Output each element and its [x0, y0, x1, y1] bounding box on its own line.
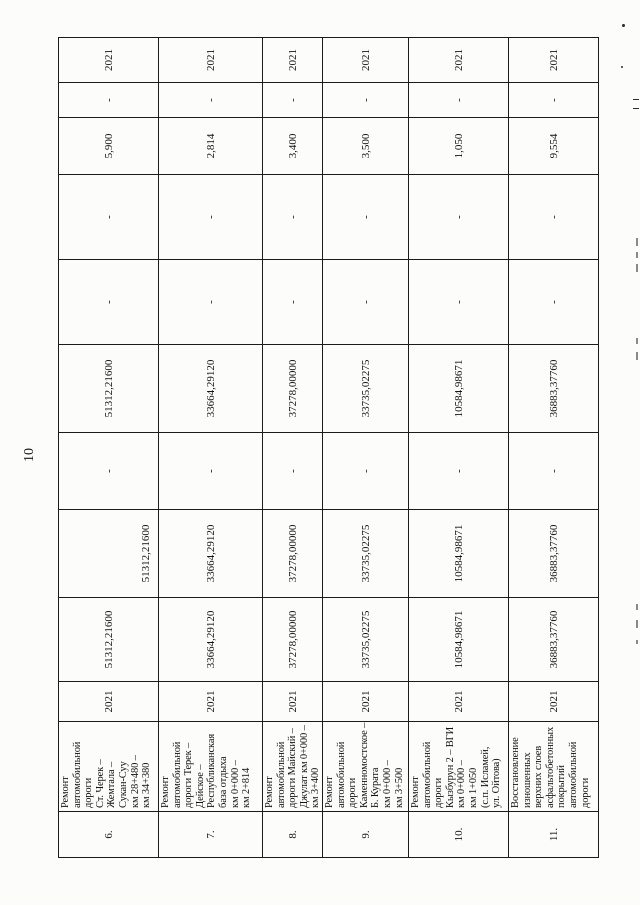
amount-3: -	[509, 433, 599, 510]
amount-5: -	[509, 260, 599, 345]
length-km: 9,554	[509, 118, 599, 175]
scan-edge-mark	[636, 620, 638, 628]
table-row	[323, 38, 409, 858]
year-start: 2021	[509, 682, 599, 722]
year-end: 2021	[509, 38, 599, 83]
year-end: 2021	[59, 38, 159, 83]
scan-edge-mark	[633, 99, 639, 100]
year-start: 2021	[59, 682, 159, 722]
object-name: Ремонт автомобильной дороги Каменномостское – Б. Курата км 0+000 – км 3+500	[323, 722, 409, 812]
amount-6: -	[159, 175, 263, 260]
scan-edge-mark	[636, 252, 638, 258]
amount-7: -	[409, 83, 509, 118]
amount-3: -	[409, 433, 509, 510]
scan-edge-mark	[636, 640, 638, 644]
scan-edge-mark	[636, 238, 638, 246]
object-name: Ремонт автомобильной дороги Терек – Дейское – Республиканская база отдыха км 0+000 – км 2+814	[159, 722, 263, 812]
amount-4: 33735,02275	[323, 345, 409, 433]
length-km: 3,400	[263, 118, 323, 175]
scan-speck	[622, 24, 625, 27]
amount-1: 51312,21600	[59, 598, 159, 682]
table-row	[59, 38, 159, 858]
row-number: 8.	[263, 812, 323, 858]
amount-6: -	[323, 175, 409, 260]
year-end: 2021	[263, 38, 323, 83]
amount-2: 36883,37760	[509, 510, 599, 598]
amount-1: 36883,37760	[509, 598, 599, 682]
amount-1: 37278,00000	[263, 598, 323, 682]
page-number: 10	[22, 448, 37, 462]
amount-2: 51312,21600	[59, 510, 159, 598]
amount-4: 33664,29120	[159, 345, 263, 433]
amount-5: -	[59, 260, 159, 345]
amount-4: 51312,21600	[59, 345, 159, 433]
amount-7: -	[59, 83, 159, 118]
amount-5: -	[263, 260, 323, 345]
year-end: 2021	[323, 38, 409, 83]
row-number: 10.	[409, 812, 509, 858]
year-end: 2021	[159, 38, 263, 83]
amount-5: -	[409, 260, 509, 345]
amount-6: -	[59, 175, 159, 260]
amount-7: -	[323, 83, 409, 118]
amount-5: -	[323, 260, 409, 345]
amount-6: -	[263, 175, 323, 260]
object-name: Ремонт автомобильной дороги Ст. Черек – Жемтала – Сукан-Суу км 28+480 – км 34+380	[59, 722, 159, 812]
table-row	[509, 38, 599, 858]
table-row	[159, 38, 263, 858]
length-km: 1,050	[409, 118, 509, 175]
amount-2: 37278,00000	[263, 510, 323, 598]
scan-edge-mark	[636, 338, 638, 344]
road-works-table	[58, 37, 599, 858]
amount-7: -	[159, 83, 263, 118]
scan-edge-mark	[636, 604, 638, 610]
year-start: 2021	[323, 682, 409, 722]
amount-2: 33664,29120	[159, 510, 263, 598]
amount-2: 10584,98671	[409, 510, 509, 598]
length-km: 3,500	[323, 118, 409, 175]
scan-edge-mark	[633, 108, 639, 109]
amount-3: -	[59, 433, 159, 510]
amount-3: -	[159, 433, 263, 510]
year-start: 2021	[409, 682, 509, 722]
amount-3: -	[323, 433, 409, 510]
scan-edge-mark	[636, 264, 638, 272]
table-row	[409, 38, 509, 858]
row-number: 9.	[323, 812, 409, 858]
object-name: Восстановление изношенных верхних слоев асфальтобетонных покрытий автомобильной дороги	[509, 722, 599, 812]
amount-6: -	[409, 175, 509, 260]
amount-1: 33735,02275	[323, 598, 409, 682]
scan-speck	[621, 66, 623, 68]
scan-edge-mark	[636, 352, 638, 360]
object-name: Ремонт автомобильной дороги Кызбурун 2 – ВГИ км 0+000 – км 1+050 (с.п. Исламей, ул. Ойтова)	[409, 722, 509, 812]
row-number: 7.	[159, 812, 263, 858]
year-start: 2021	[159, 682, 263, 722]
row-number: 6.	[59, 812, 159, 858]
amount-7: -	[263, 83, 323, 118]
amount-7: -	[509, 83, 599, 118]
amount-4: 36883,37760	[509, 345, 599, 433]
year-end: 2021	[409, 38, 509, 83]
year-start: 2021	[263, 682, 323, 722]
length-km: 2,814	[159, 118, 263, 175]
amount-3: -	[263, 433, 323, 510]
amount-4: 37278,00000	[263, 345, 323, 433]
amount-2: 33735,02275	[323, 510, 409, 598]
amount-1: 33664,29120	[159, 598, 263, 682]
object-name: Ремонт автомобильной дороги Майский – Джулат км 0+000 – км 3+400	[263, 722, 323, 812]
amount-6: -	[509, 175, 599, 260]
table-row	[263, 38, 323, 858]
amount-1: 10584,98671	[409, 598, 509, 682]
amount-4: 10584,98671	[409, 345, 509, 433]
length-km: 5,900	[59, 118, 159, 175]
amount-5: -	[159, 260, 263, 345]
rotated-table-sheet	[58, 38, 598, 858]
row-number: 11.	[509, 812, 599, 858]
